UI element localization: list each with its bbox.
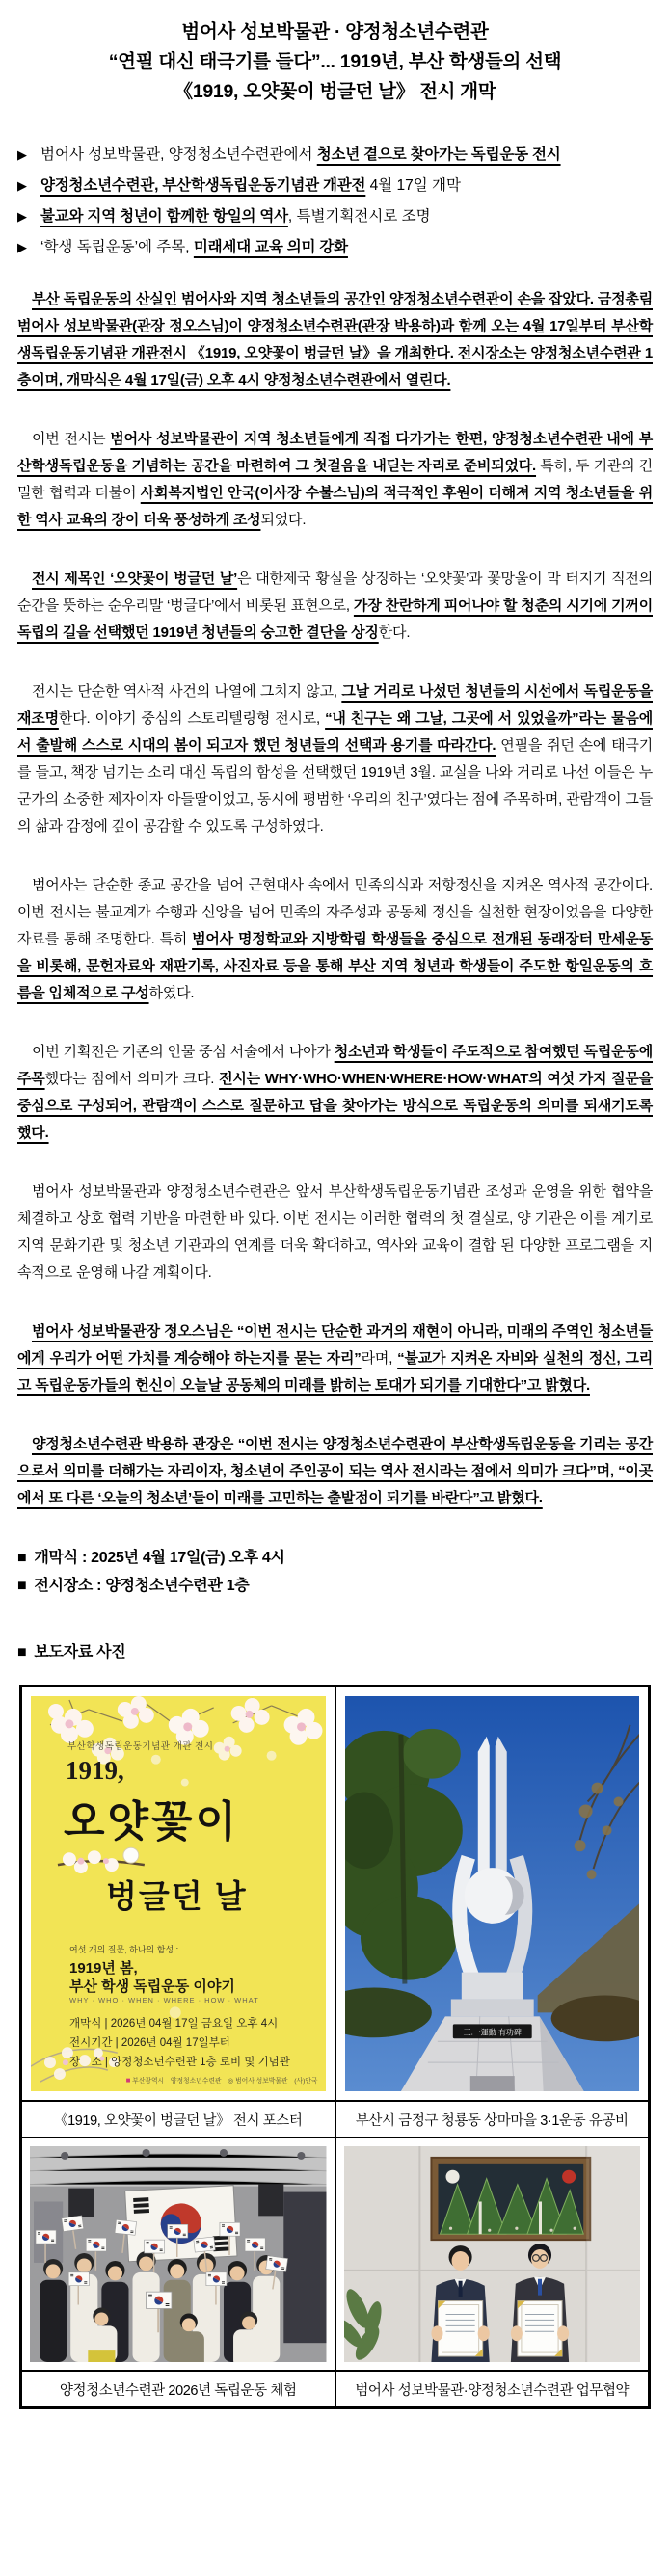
bullet-text bbox=[40, 232, 348, 263]
text-run: 은 대한제국 황실을 상징하는 ‘오얏꽃’과 꽃망울이 막 터지기 직전의 순간을 뜻하는 순우리말 ‘벙글다’에서 비롯된 표현으로, bbox=[17, 571, 653, 614]
poster-subtitle-2: 1919년 봄, bbox=[69, 1960, 138, 1977]
text-run: 이번 전시는 bbox=[32, 431, 111, 447]
triangle-bullet-icon: ▶ bbox=[17, 147, 27, 162]
bullet-text bbox=[40, 140, 561, 171]
text-run: 범어사 성보박물관, 양정청소년수련관에서 bbox=[40, 146, 317, 163]
body-paragraph-7 bbox=[17, 1179, 653, 1287]
monument-photo bbox=[345, 1696, 640, 2091]
event-info-line-1 bbox=[17, 1544, 653, 1572]
body-paragraph-9 bbox=[17, 1431, 653, 1512]
text-run: 전시는 단순한 역사적 사건의 나열에 그치지 않고, bbox=[32, 683, 342, 700]
text-run: 했다는 점에서 의미가 크다. bbox=[44, 1071, 220, 1087]
bullet-item-2 bbox=[17, 171, 653, 201]
bullet-list bbox=[17, 140, 653, 263]
poster-subtitle-1: 여섯 개의 질문, 하나의 함성 : bbox=[69, 1945, 179, 1954]
emphasized-text-run: 부산 독립운동의 산실인 범어사와 지역 청소년들의 공간인 양정청소년수련관이 손을 잡았다. 금정총림 범어사 성보박물관(관장 정오스님)이 양정청소년수련관(관장 박용하)과 함께 오는 4월 17일부터 부산학생독립운동기념관 개관전시 《1919, 오얏꽃이 벙글던 날》을 개최한다. 전시장소는 양정청소년수련관 1층이며, 개막식은 4월 17일(금) 오후 4시 양정청소년수련관에서 열린다. bbox=[17, 291, 653, 388]
poster-detail-place: 장 소 | 양정청소년수련관 1층 로비 및 기념관 bbox=[69, 2057, 290, 2068]
poster-subtitle-3: 부산 학생 독립운동 이야기 bbox=[69, 1978, 235, 1995]
text-run: 이번 기획전은 기존의 인물 중심 서술에서 나아가 bbox=[32, 1044, 335, 1060]
square-bullet-icon: ■ bbox=[17, 1644, 27, 1660]
text-run: 연필을 쥐던 손에 태극기를 들고, 책장 넘기는 소리 대신 독립의 함성을 선택했던 1919년 3월. 교실을 나와 거리로 나선 이들은 누군가의 소중한 제자이자 아들딸이었고, 동시에 평범한 ‘우리의 친구’였다는 점에 주목하며, 관람객이 그들의 삶과 감정에 깊이 공감할 수 있도록 구성하였다. bbox=[17, 737, 653, 835]
emphasized-text-run: 청소년 곁으로 찾아가는 독립운동 전시 bbox=[316, 146, 561, 163]
body-paragraph-6 bbox=[17, 1039, 653, 1147]
bullet-item-1 bbox=[17, 140, 653, 171]
busan-city-logo-icon: ■ bbox=[125, 2076, 131, 2085]
emphasized-text-run: 사회복지법인 안국(이사장 수불스님)의 적극적인 후원이 더해져 지역 청소년들을 위한 역사 교육의 장이 더욱 풍성하게 조성 bbox=[17, 485, 653, 528]
poster-detail-period: 전시기간 | 2026년 04월 17일부터 bbox=[69, 2037, 230, 2049]
emphasized-text-run: 가장 찬란하게 피어나야 할 청춘의 시기에 기꺼이 독립의 길을 선택했던 1919년 청년들의 숭고한 결단을 상징 bbox=[17, 598, 653, 641]
triangle-bullet-icon: ▶ bbox=[17, 178, 27, 193]
event-info-text: 전시장소 : 양정청소년수련관 1층 bbox=[34, 1578, 250, 1594]
poster-logos bbox=[126, 2075, 318, 2085]
square-bullet-icon: ■ bbox=[17, 1550, 27, 1566]
emphasized-text-run: 전시는 WHY·WHO·WHEN·WHERE·HOW·WHAT의 여섯 가지 질문을 중심으로 구성되어, 관람객이 스스로 질문하고 답을 찾아가는 방식으로 독립운동의 의미를 되새기도록 했다. bbox=[17, 1071, 654, 1141]
triangle-bullet-icon: ▶ bbox=[17, 240, 27, 254]
emphasized-text-run: 범어사 명정학교와 지방학림 학생들을 중심으로 전개된 동래장터 만세운동을 비롯해, 문헌자료와 재판기록, 사진자료 등을 통해 부산 지역 청년과 학생들이 주도한 항일운동의 흐름을 입체적으로 구성 bbox=[17, 931, 654, 1001]
square-bullet-icon: ■ bbox=[17, 1578, 27, 1594]
emphasized-text-run: 미래세대 교육 의미 강화 bbox=[193, 239, 348, 255]
photo-cell-experience bbox=[21, 2138, 335, 2371]
experience-photo bbox=[30, 2146, 327, 2362]
emphasized-text-run: 그날 거리로 나섰던 청년들의 시선에서 독립운동을 재조명 bbox=[17, 683, 653, 727]
emphasized-text-run: 범어사 성보박물관이 지역 청소년들에게 직접 다가가는 한편, 양정청소년수련관 내에 부산학생독립운동을 기념하는 공간을 마련하여 그 첫걸음을 내딛는 자리로 준비되었다. bbox=[17, 431, 653, 474]
poster-tagline: 부산학생독립운동기념관 개관 전시 bbox=[67, 1741, 214, 1752]
text-run: 범어사는 단순한 종교 공간을 넘어 근현대사 속에서 민족의식과 저항정신을 지켜온 역사적 공간이다. 이번 전시는 불교계가 수행과 신앙을 넘어 민족의 자주성과 공동체 정신을 실천한 현장이었음을 다양한 자료를 통해 조명한다. 특히 bbox=[17, 877, 653, 947]
mou-photo bbox=[344, 2146, 641, 2362]
press-photos-header bbox=[17, 1642, 653, 1663]
body-paragraph-8 bbox=[17, 1318, 653, 1399]
emphasized-text-run: 양정청소년수련관, 부산학생독립운동기념관 개관전 bbox=[40, 177, 366, 194]
poster-logos-text: 부산광역시 양정청소년수련관 ◎ 범어사 성보박물관 (사)안국 bbox=[132, 2078, 318, 2085]
text-run: 범어사 성보박물관과 양정청소년수련관은 앞서 부산학생독립운동기념관 조성과 운영을 위한 협약을 체결하고 상호 협력 기반을 마련한 바 있다. 이번 전시는 이러한 협력의 첫 결실로, 양 기관은 이를 계기로 지역 문화기관 및 청소년 기관과의 연계를 더욱 확대하고, 역사와 교육이 결합 된 다양한 프로그램을 지속적으로 운영해 나갈 계획이다. bbox=[17, 1183, 654, 1281]
body-paragraph-4 bbox=[17, 678, 653, 840]
emphasized-text-run: “내 친구는 왜 그날, 그곳에 서 있었을까”라는 물음에서 출발해 스스로 시대의 봄이 되고자 했던 청년들의 선택과 용기를 따라간다. bbox=[17, 710, 653, 754]
emphasized-text-run: 불교와 지역 청년이 함께한 항일의 역사 bbox=[40, 208, 288, 225]
headline-line-2: “연필 대신 태극기를 들다”... 1919년, 부산 학생들의 선택 bbox=[108, 51, 562, 72]
text-run: 4월 17일 개막 bbox=[365, 177, 462, 194]
caption-monument: 부산시 금정구 청룡동 상마마을 3·1운동 유공비 bbox=[335, 2101, 650, 2138]
poster-year: 1919, bbox=[66, 1756, 124, 1785]
press-photos-header-label: 보도자료 사진 bbox=[34, 1644, 126, 1660]
press-photo-table bbox=[19, 1685, 651, 2409]
bullet-item-4 bbox=[17, 232, 653, 263]
emphasized-text-run: 범어사 성보박물관장 정오스님은 “이번 전시는 단순한 과거의 재현이 아니라, 미래의 주역인 청소년들에게 우리가 어떤 가치를 계승해야 하는지를 묻는 자리” bbox=[17, 1323, 653, 1367]
emphasized-text-run: 청소년과 학생들이 주도적으로 참여했던 독립운동에 주목 bbox=[17, 1044, 653, 1087]
bullet-text bbox=[40, 201, 431, 232]
text-run: 한다. bbox=[378, 624, 411, 641]
bullet-text bbox=[40, 171, 461, 201]
body-paragraph-3 bbox=[17, 566, 653, 647]
text-run: 특히, 두 기관의 긴밀한 협력과 더불어 bbox=[17, 458, 653, 501]
exhibition-poster-photo bbox=[31, 1696, 326, 2091]
caption-experience: 양정청소년수련관 2026년 독립운동 체험 bbox=[21, 2371, 335, 2407]
body-paragraph-5 bbox=[17, 872, 653, 1007]
body-paragraph-1 bbox=[17, 286, 653, 394]
caption-poster: 《1919, 오얏꽃이 벙글던 날》 전시 포스터 bbox=[21, 2101, 335, 2138]
text-run: 한다. 이야기 중심의 스토리텔링형 전시로, bbox=[58, 710, 326, 727]
text-run: 하였다. bbox=[148, 985, 195, 1001]
emphasized-text-run: “불교가 지켜온 자비와 실천의 정신, 그리고 독립운동가들의 헌신이 오늘날 공동체의 미래를 밝히는 토대가 되기를 기대한다”고 밝혔다. bbox=[17, 1350, 654, 1394]
poster-title-b: 벙글던 날 bbox=[106, 1878, 248, 1914]
caption-mou: 범어사 성보박물관·양정청소년수련관 업무협약 bbox=[335, 2371, 650, 2407]
poster-detail-opening: 개막식 | 2026년 04월 17일 금요일 오후 4시 bbox=[69, 2018, 279, 2030]
bullet-item-3 bbox=[17, 201, 653, 232]
photo-cell-mou bbox=[335, 2138, 650, 2371]
monument-plaque-text: 三.一運動 有功碑 bbox=[463, 2028, 522, 2037]
text-run: 라며, bbox=[361, 1350, 398, 1367]
event-info bbox=[17, 1544, 653, 1600]
headline-line-3: 《1919, 오얏꽃이 벙글던 날》 전시 개막 bbox=[174, 81, 496, 102]
headline-line-1: 범어사 성보박물관 · 양정청소년수련관 bbox=[181, 21, 489, 42]
event-info-line-2 bbox=[17, 1572, 653, 1600]
poster-subtitle-4: WHY · WHO · WHEN · WHERE · HOW · WHAT bbox=[69, 1996, 259, 2005]
photo-cell-poster bbox=[21, 1686, 335, 2101]
photo-cell-monument bbox=[335, 1686, 650, 2101]
triangle-bullet-icon: ▶ bbox=[17, 209, 27, 224]
emphasized-text-run: 양정청소년수련관 박용하 관장은 “이번 전시는 양정청소년수련관이 부산학생독립운동을 기리는 공간으로서 의미를 더해가는 자리이자, 청소년이 주인공이 되는 역사 전시라는 점에서 의미가 크다”며, “이곳에서 또 다른 ‘오늘의 청소년’들이 미래를 고민하는 출발점이 되기를 바란다”고 밝혔다. bbox=[17, 1436, 653, 1506]
text-run: 되었다. bbox=[260, 512, 307, 528]
text-run: ‘학생 독립운동’에 주목, bbox=[40, 239, 194, 255]
body-paragraphs bbox=[17, 286, 653, 1512]
poster-title-a: 오얏꽃이 bbox=[64, 1798, 240, 1846]
text-run: , 특별기획전시로 조명 bbox=[287, 208, 431, 225]
body-paragraph-2 bbox=[17, 426, 653, 534]
event-info-text: 개막식 : 2025년 4월 17일(금) 오후 4시 bbox=[34, 1550, 285, 1566]
emphasized-text-run: 전시 제목인 ‘오얏꽃이 벙글던 날’ bbox=[32, 571, 238, 587]
headline bbox=[17, 17, 653, 107]
